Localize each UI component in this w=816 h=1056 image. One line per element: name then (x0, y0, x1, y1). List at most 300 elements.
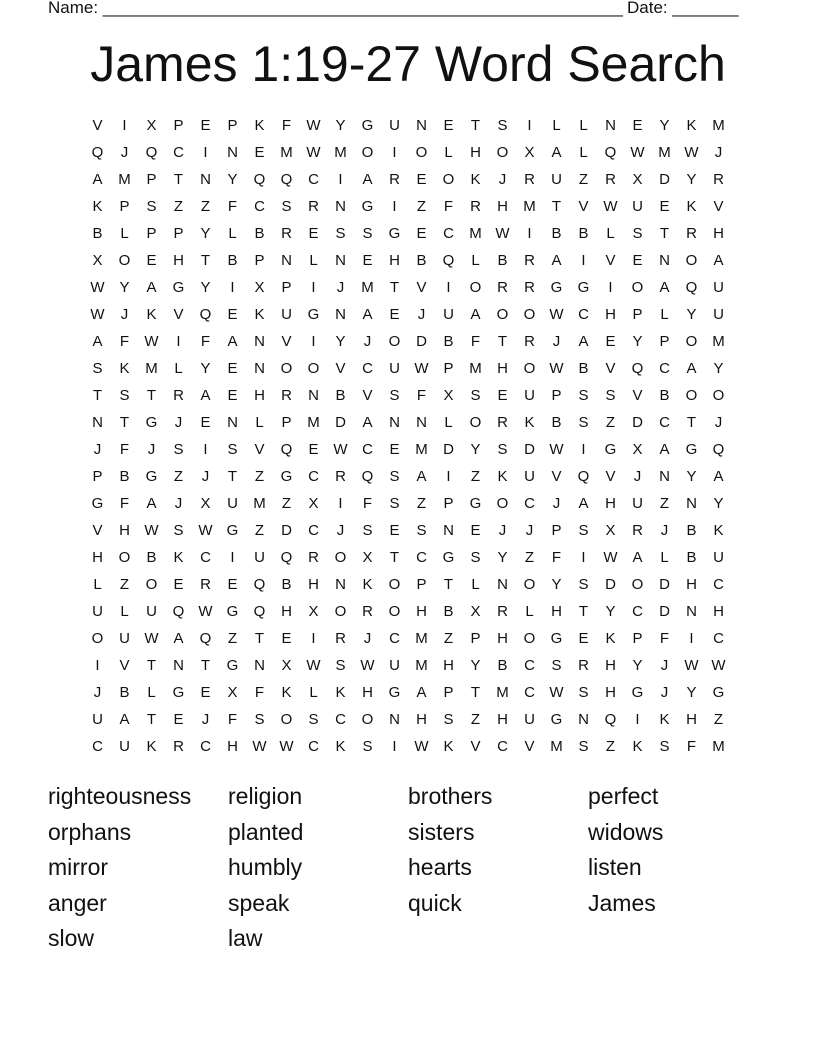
grid-letter: E (227, 387, 238, 404)
grid-letter: C (497, 738, 508, 755)
grid-letter: L (93, 576, 102, 593)
grid-letter: P (632, 306, 643, 323)
grid-letter: S (470, 549, 481, 566)
grid-letter: C (362, 360, 373, 377)
grid-letter: H (416, 603, 427, 620)
grid-letter: F (254, 684, 265, 701)
grid-letter: T (551, 198, 562, 215)
grid-letter: S (443, 711, 454, 728)
grid-letter: R (173, 738, 184, 755)
grid-letter: S (605, 387, 616, 404)
grid-letter: P (551, 387, 562, 404)
grid-letter: P (443, 684, 454, 701)
grid-letter: Z (119, 576, 130, 593)
grid-letter: Z (254, 522, 265, 539)
grid-letter: O (280, 711, 293, 728)
grid-letter: U (443, 306, 454, 323)
grid-letter: G (307, 306, 320, 323)
grid-letter: L (552, 117, 561, 134)
grid-letter: I (608, 279, 613, 296)
grid-letter: Z (200, 198, 211, 215)
grid-letter: J (363, 333, 372, 350)
grid-letter: J (336, 522, 345, 539)
date-field-label: Date: _______ (627, 0, 739, 17)
grid-letter: U (92, 603, 103, 620)
grid-letter: E (389, 306, 400, 323)
grid-letter: B (686, 522, 697, 539)
grid-letter: R (173, 387, 184, 404)
grid-letter: S (497, 441, 508, 458)
grid-letter: N (389, 711, 400, 728)
grid-letter: W (198, 522, 213, 539)
grid-letter: R (308, 198, 319, 215)
grid-letter: Y (713, 495, 724, 512)
grid-letter: U (713, 306, 724, 323)
grid-letter: L (120, 603, 129, 620)
grid-letter: G (388, 225, 401, 242)
grid-letter: W (414, 360, 429, 377)
grid-letter: U (119, 738, 130, 755)
grid-letter: X (308, 495, 319, 512)
grid-letter: X (470, 603, 481, 620)
grid-letter: P (659, 333, 670, 350)
grid-letter: A (470, 306, 481, 323)
grid-letter: M (415, 441, 428, 458)
grid-letter: L (660, 306, 669, 323)
grid-letter: C (308, 738, 319, 755)
grid-letter: E (605, 333, 616, 350)
grid-row (84, 328, 732, 355)
grid-letter: J (174, 495, 183, 512)
grid-letter: Q (199, 306, 212, 323)
grid-letter: X (632, 441, 643, 458)
grid-letter: N (659, 468, 670, 485)
grid-letter: O (118, 549, 131, 566)
grid-letter: O (145, 576, 158, 593)
grid-row (84, 544, 732, 571)
grid-letter: V (335, 360, 346, 377)
grid-letter: E (200, 684, 211, 701)
grid-letter: S (578, 387, 589, 404)
grid-row (84, 625, 732, 652)
grid-letter: C (308, 522, 319, 539)
grid-row (84, 193, 732, 220)
grid-letter: D (281, 522, 292, 539)
grid-letter: M (496, 684, 509, 701)
word-list-item: orphans (48, 818, 132, 845)
grid-letter: G (91, 495, 104, 512)
grid-letter: P (443, 495, 454, 512)
grid-letter: A (686, 360, 697, 377)
grid-letter: W (414, 738, 429, 755)
page-title: James 1:19-27 Word Search (90, 36, 726, 92)
grid-letter: S (632, 225, 643, 242)
grid-letter: C (416, 549, 427, 566)
grid-letter: W (279, 738, 294, 755)
word-list-item: anger (48, 889, 107, 916)
grid-letter: S (362, 522, 373, 539)
grid-letter: H (497, 630, 508, 647)
grid-letter: I (338, 495, 343, 512)
grid-letter: W (333, 441, 348, 458)
grid-letter: Q (145, 144, 158, 161)
grid-letter: D (632, 414, 643, 431)
grid-row (84, 733, 732, 760)
grid-letter: L (606, 225, 615, 242)
grid-letter: C (254, 198, 265, 215)
grid-letter: T (227, 468, 238, 485)
grid-letter: C (335, 711, 346, 728)
grid-letter: C (308, 468, 319, 485)
grid-letter: L (309, 252, 318, 269)
grid-letter: S (416, 522, 427, 539)
grid-letter: S (335, 657, 346, 674)
grid-letter: H (173, 252, 184, 269)
grid-row (84, 517, 732, 544)
grid-letter: G (550, 630, 563, 647)
grid-letter: V (254, 441, 265, 458)
grid-letter: N (335, 252, 346, 269)
grid-letter: O (280, 360, 293, 377)
grid-letter: F (200, 333, 211, 350)
grid-letter: J (525, 522, 534, 539)
grid-letter: S (227, 441, 238, 458)
grid-letter: S (92, 360, 103, 377)
grid-letter: U (551, 171, 562, 188)
grid-letter: H (281, 603, 292, 620)
grid-letter: V (362, 387, 373, 404)
grid-letter: A (659, 279, 670, 296)
grid-row (84, 490, 732, 517)
grid-row (84, 139, 732, 166)
grid-letter: O (712, 387, 725, 404)
grid-letter: O (496, 144, 509, 161)
grid-letter: F (551, 549, 562, 566)
grid-letter: T (200, 657, 211, 674)
grid-letter: R (497, 603, 508, 620)
grid-row (84, 274, 732, 301)
grid-letter: M (469, 225, 482, 242)
grid-letter: Q (604, 711, 617, 728)
grid-letter: F (281, 117, 292, 134)
grid-letter: K (686, 117, 697, 134)
grid-letter: U (92, 711, 103, 728)
grid-letter: V (632, 387, 643, 404)
grid-letter: F (227, 711, 238, 728)
grid-letter: C (659, 414, 670, 431)
grid-letter: Y (200, 225, 211, 242)
grid-letter: W (90, 279, 105, 296)
grid-letter: Z (470, 711, 481, 728)
grid-letter: O (334, 549, 347, 566)
grid-letter: E (308, 441, 319, 458)
grid-letter: K (335, 738, 346, 755)
grid-letter: P (281, 414, 292, 431)
grid-letter: U (227, 495, 238, 512)
grid-letter: Z (281, 495, 292, 512)
grid-letter: L (471, 252, 480, 269)
grid-letter: D (443, 441, 454, 458)
grid-letter: N (254, 360, 265, 377)
grid-letter: F (227, 198, 238, 215)
grid-letter: D (416, 333, 427, 350)
grid-letter: R (497, 279, 508, 296)
grid-letter: G (685, 441, 698, 458)
grid-letter: A (632, 549, 643, 566)
grid-letter: B (578, 360, 589, 377)
grid-letter: L (174, 360, 183, 377)
grid-letter: A (362, 306, 373, 323)
grid-letter: G (226, 603, 239, 620)
grid-letter: Q (91, 144, 104, 161)
grid-letter: W (252, 738, 267, 755)
grid-letter: W (306, 144, 321, 161)
grid-letter: G (172, 279, 185, 296)
grid-letter: U (524, 711, 535, 728)
grid-letter: J (201, 711, 210, 728)
grid-row (84, 247, 732, 274)
grid-letter: G (631, 684, 644, 701)
grid-letter: B (281, 576, 292, 593)
grid-letter: X (443, 387, 454, 404)
grid-letter: F (470, 333, 481, 350)
grid-letter: O (388, 603, 401, 620)
grid-letter: V (281, 333, 292, 350)
grid-letter: Z (227, 630, 238, 647)
grid-letter: P (173, 117, 184, 134)
grid-letter: A (92, 333, 103, 350)
grid-letter: O (469, 414, 482, 431)
grid-row (84, 409, 732, 436)
grid-letter: U (713, 549, 724, 566)
grid-letter: I (581, 252, 586, 269)
grid-letter: J (660, 684, 669, 701)
grid-letter: B (551, 414, 562, 431)
grid-letter: Y (632, 333, 643, 350)
grid-letter: G (145, 468, 158, 485)
grid-letter: O (685, 387, 698, 404)
grid-letter: R (578, 657, 589, 674)
grid-letter: Q (280, 171, 293, 188)
grid-letter: F (119, 495, 130, 512)
grid-letter: C (524, 495, 535, 512)
grid-letter: N (227, 144, 238, 161)
grid-letter: Z (659, 495, 670, 512)
grid-letter: B (497, 657, 508, 674)
grid-letter: V (713, 198, 724, 215)
grid-letter: O (631, 279, 644, 296)
grid-letter: V (605, 468, 616, 485)
grid-letter: M (307, 414, 320, 431)
grid-letter: G (604, 441, 617, 458)
grid-letter: V (551, 468, 562, 485)
grid-letter: H (416, 711, 427, 728)
grid-letter: R (686, 225, 697, 242)
grid-letter: N (389, 414, 400, 431)
grid-letter: L (147, 684, 156, 701)
grid-letter: S (335, 225, 346, 242)
grid-row (84, 463, 732, 490)
grid-letter: N (335, 198, 346, 215)
grid-letter: V (92, 117, 103, 134)
grid-letter: S (389, 387, 400, 404)
grid-letter: C (200, 738, 211, 755)
grid-letter: V (605, 360, 616, 377)
grid-letter: M (145, 360, 158, 377)
grid-letter: O (388, 333, 401, 350)
grid-letter: W (198, 603, 213, 620)
grid-row (84, 706, 732, 733)
grid-letter: I (95, 657, 100, 674)
grid-row (84, 220, 732, 247)
grid-letter: B (119, 684, 130, 701)
grid-letter: F (686, 738, 697, 755)
grid-letter: R (335, 468, 346, 485)
grid-letter: P (281, 279, 292, 296)
grid-letter: O (685, 333, 698, 350)
grid-letter: X (254, 279, 265, 296)
grid-letter: O (388, 576, 401, 593)
grid-letter: B (497, 252, 508, 269)
grid-row (84, 166, 732, 193)
word-list-item: listen (588, 854, 642, 881)
grid-letter: I (311, 279, 316, 296)
grid-letter: D (659, 576, 670, 593)
grid-letter: W (603, 198, 618, 215)
grid-letter: H (497, 360, 508, 377)
grid-letter: U (632, 198, 643, 215)
grid-letter: V (524, 738, 535, 755)
grid-letter: A (146, 279, 157, 296)
word-list-item: righteousness (48, 783, 192, 809)
grid-letter: Y (470, 657, 481, 674)
grid-letter: E (254, 144, 265, 161)
grid-letter: I (311, 630, 316, 647)
grid-letter: J (201, 468, 210, 485)
grid-letter: I (392, 738, 397, 755)
grid-letter: N (497, 576, 508, 593)
grid-letter: L (120, 225, 129, 242)
grid-letter: S (659, 738, 670, 755)
grid-letter: C (524, 657, 535, 674)
grid-letter: A (173, 630, 184, 647)
grid-letter: K (632, 738, 643, 755)
word-list-item: James (588, 889, 656, 916)
grid-letter: G (712, 684, 725, 701)
grid-letter: Y (200, 360, 211, 377)
grid-letter: V (416, 279, 427, 296)
grid-letter: W (549, 684, 564, 701)
grid-letter: Z (173, 468, 184, 485)
grid-letter: G (280, 468, 293, 485)
grid-letter: I (581, 549, 586, 566)
grid-letter: O (631, 576, 644, 593)
grid-letter: N (200, 171, 211, 188)
grid-letter: W (630, 144, 645, 161)
grid-letter: P (470, 630, 481, 647)
grid-letter: Q (631, 360, 644, 377)
grid-letter: T (686, 414, 697, 431)
grid-letter: U (524, 387, 535, 404)
grid-letter: T (200, 252, 211, 269)
grid-letter: Q (577, 468, 590, 485)
grid-letter: N (173, 657, 184, 674)
grid-letter: P (416, 576, 427, 593)
grid-letter: Q (442, 252, 455, 269)
grid-letter: R (524, 252, 535, 269)
grid-letter: N (659, 252, 670, 269)
grid-letter: E (416, 171, 427, 188)
grid-letter: U (389, 360, 400, 377)
grid-letter: G (226, 657, 239, 674)
grid-letter: K (281, 684, 292, 701)
grid-letter: I (176, 333, 181, 350)
grid-letter: G (442, 549, 455, 566)
grid-letter: Z (578, 171, 589, 188)
grid-letter: N (335, 576, 346, 593)
grid-letter: K (254, 306, 265, 323)
grid-letter: V (119, 657, 130, 674)
grid-letter: C (713, 576, 724, 593)
grid-letter: P (227, 117, 238, 134)
grid-letter: W (90, 306, 105, 323)
grid-letter: I (338, 171, 343, 188)
grid-letter: E (200, 117, 211, 134)
grid-letter: J (147, 441, 156, 458)
grid-letter: Y (497, 549, 508, 566)
grid-letter: H (605, 657, 616, 674)
grid-letter: Y (335, 333, 346, 350)
grid-letter: X (362, 549, 373, 566)
grid-letter: I (527, 225, 532, 242)
grid-letter: E (227, 306, 238, 323)
grid-letter: O (334, 603, 347, 620)
grid-letter: O (523, 360, 536, 377)
grid-letter: M (658, 144, 671, 161)
grid-row (84, 652, 732, 679)
grid-letter: T (659, 225, 670, 242)
grid-letter: X (632, 171, 643, 188)
grid-letter: M (118, 171, 131, 188)
grid-letter: T (173, 171, 184, 188)
grid-letter: T (389, 279, 400, 296)
grid-letter: R (713, 171, 724, 188)
grid-letter: H (551, 603, 562, 620)
grid-letter: N (578, 711, 589, 728)
grid-letter: C (659, 360, 670, 377)
grid-letter: U (146, 603, 157, 620)
grid-letter: Q (253, 576, 266, 593)
grid-letter: E (443, 117, 454, 134)
grid-letter: Z (416, 198, 427, 215)
grid-letter: T (470, 117, 481, 134)
grid-letter: O (496, 306, 509, 323)
grid-letter: A (659, 441, 670, 458)
grid-letter: A (362, 171, 373, 188)
grid-letter: G (361, 198, 374, 215)
grid-letter: J (552, 495, 561, 512)
grid-letter: J (120, 144, 129, 161)
grid-letter: F (659, 630, 670, 647)
grid-letter: K (254, 117, 265, 134)
grid-letter: J (714, 414, 723, 431)
grid-letter: I (122, 117, 127, 134)
grid-letter: C (443, 225, 454, 242)
grid-letter: T (146, 711, 157, 728)
grid-row (84, 355, 732, 382)
grid-letter: E (281, 630, 292, 647)
grid-letter: F (362, 495, 373, 512)
